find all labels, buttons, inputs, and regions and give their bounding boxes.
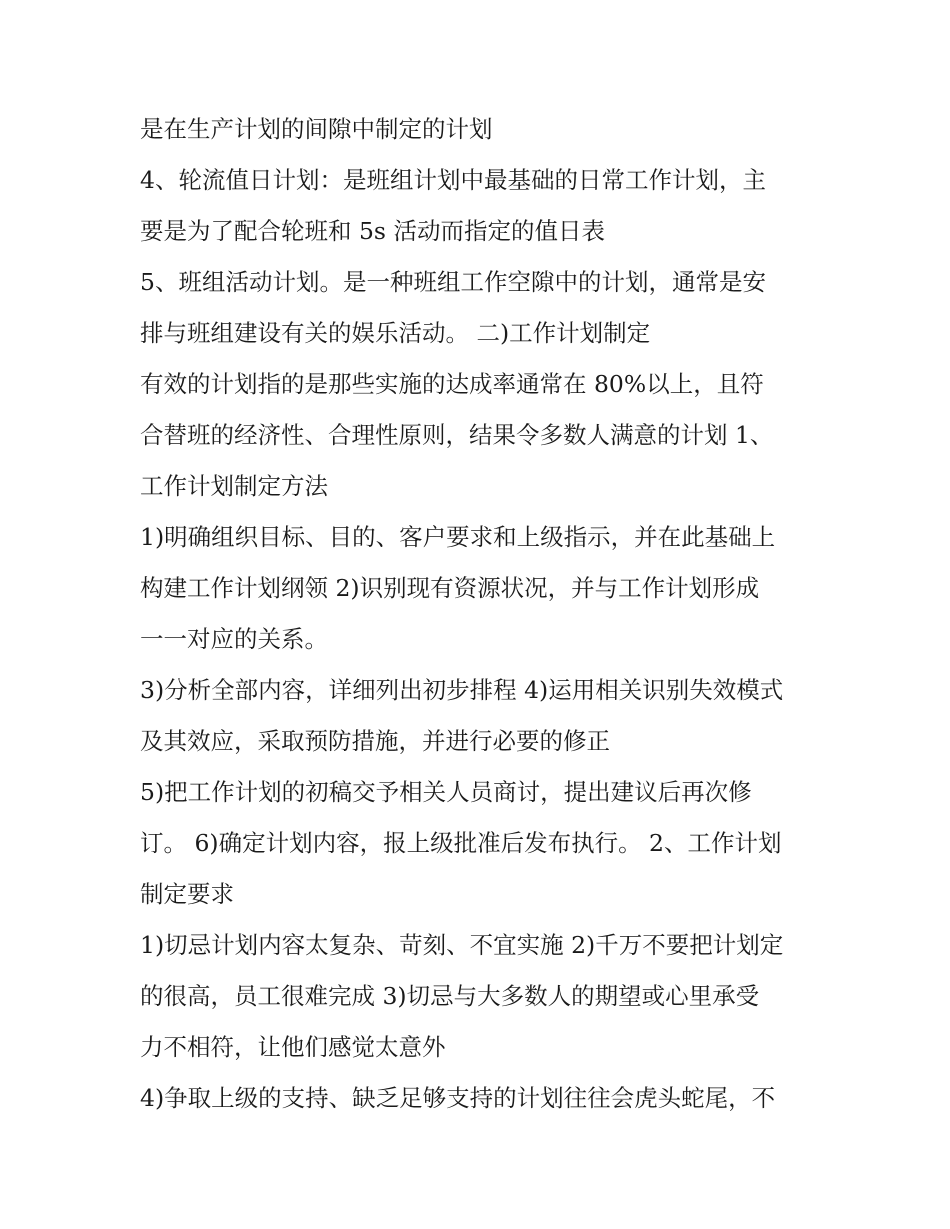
text-line: 力不相符，让他们感觉太意外 [140,1033,446,1061]
text-line: 是在生产计划的间隙中制定的计划 [140,115,493,143]
text-line: 5)把工作计划的初稿交予相关人员商讨，提出建议后再次修 [140,778,752,806]
text-line: 1)明确组织目标、目的、客户要求和上级指示，并在此基础上 [140,523,776,551]
text-line: 4、轮流值日计划：是班组计划中最基础的日常工作计划，主 [140,166,766,194]
text-line: 4)争取上级的支持、缺乏足够支持的计划往往会虎头蛇尾，不 [140,1084,776,1112]
text-line: 一一对应的关系。 [140,625,328,653]
text-line: 5、班组活动计划。是一种班组工作空隙中的计划，通常是安 [140,268,766,296]
text-line: 工作计划制定方法 [140,472,328,500]
text-line: 制定要求 [140,880,234,908]
text-line: 有效的计划指的是那些实施的达成率通常在 80%以上，且符 [140,370,764,398]
text-line: 合替班的经济性、合理性原则，结果令多数人满意的计划 1、 [140,421,774,449]
text-line: 1)切忌计划内容太复杂、苛刻、不宜实施 2)千万不要把计划定 [140,931,784,959]
text-line: 订。 6)确定计划内容，报上级批准后发布执行。 2、工作计划 [140,829,782,857]
text-line: 3)分析全部内容，详细列出初步排程 4)运用相关识别失效模式 [140,676,784,704]
text-line: 的很高，员工很难完成 3)切忌与大多数人的期望或心里承受 [140,982,760,1010]
text-line: 构建工作计划纲领 2)识别现有资源状况，并与工作计划形成 [140,574,760,602]
document-body [140,104,820,1124]
text-line: 要是为了配合轮班和 5s 活动而指定的值日表 [140,217,605,245]
text-line: 排与班组建设有关的娱乐活动。 二)工作计划制定 [140,319,651,347]
text-line: 及其效应，采取预防措施，并进行必要的修正 [140,727,610,755]
